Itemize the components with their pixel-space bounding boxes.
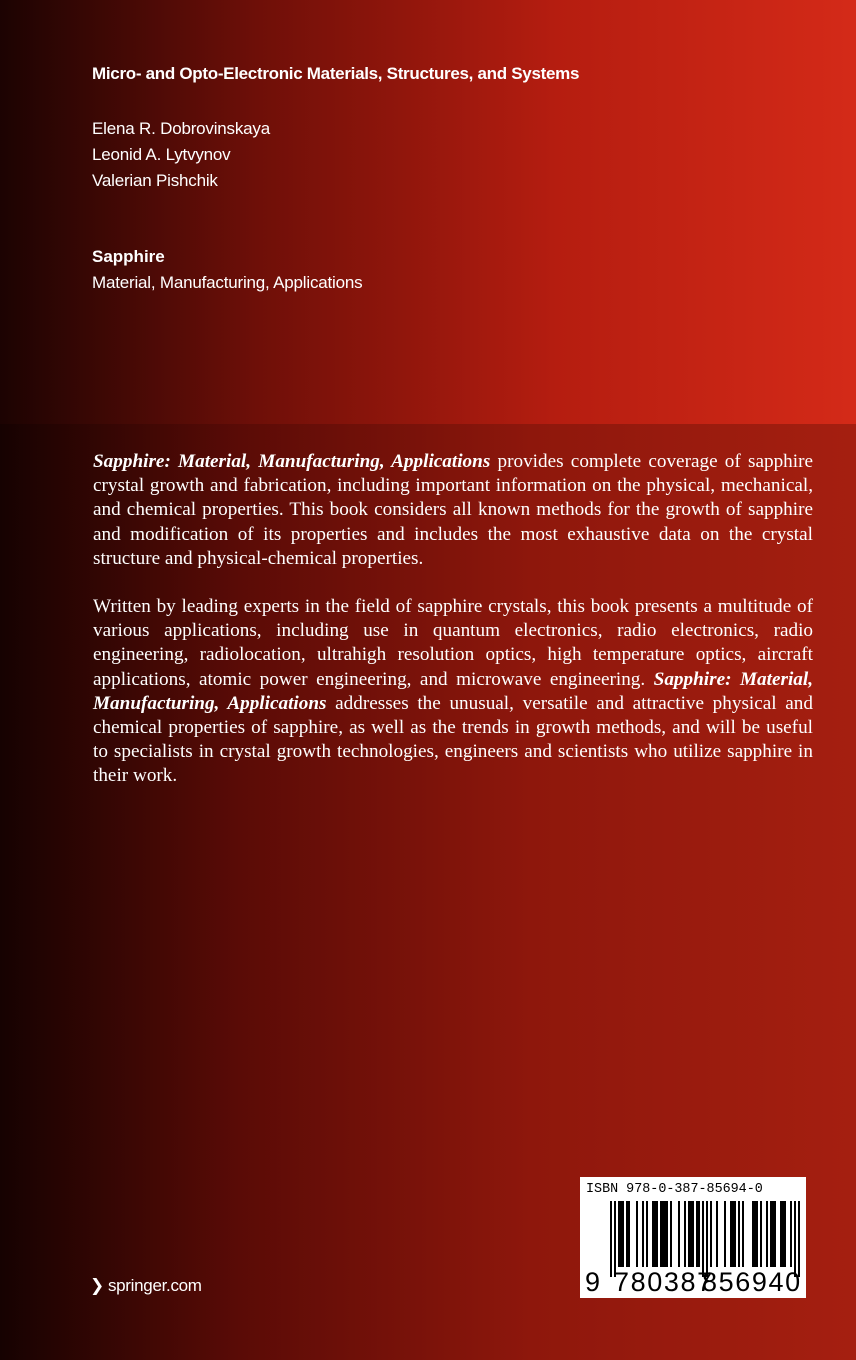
barcode-bar bbox=[790, 1201, 792, 1267]
barcode-bar bbox=[782, 1201, 784, 1267]
barcode-bar bbox=[696, 1201, 698, 1267]
barcode-bar bbox=[666, 1201, 668, 1267]
barcode-bar bbox=[760, 1201, 762, 1267]
barcode-bar bbox=[610, 1201, 612, 1277]
barcode-bar bbox=[618, 1201, 620, 1267]
barcode-bar bbox=[646, 1201, 648, 1267]
barcode-bar bbox=[770, 1201, 772, 1267]
barcode-bar bbox=[756, 1201, 758, 1267]
barcode-bar bbox=[798, 1201, 800, 1277]
barcode-bar bbox=[702, 1201, 704, 1277]
barcode-bar bbox=[622, 1201, 624, 1267]
blurb-text: Written by leading experts in the field of sapphire crystals, this book presents a multitude of various applications, including use in quantum electronics, radio electronics, radio engineering, radiolocation, ultrahigh resolution optics, high temperature optics, aircraft applications, atomic power engineering, and microwave engineering. bbox=[93, 596, 813, 690]
barcode-bar bbox=[784, 1201, 786, 1267]
barcode-bar bbox=[730, 1201, 732, 1267]
blurb-paragraph-1 bbox=[93, 450, 813, 571]
barcode-bar bbox=[738, 1201, 740, 1267]
barcode-digits bbox=[580, 1267, 806, 1295]
barcode-bar bbox=[706, 1201, 708, 1277]
barcode-left-digits: 780387 bbox=[614, 1267, 714, 1297]
blurb-text: provides complete coverage of sapphire crystal growth and fabrication, including important information on the physical, mechanical, and chemical properties. This book considers all known methods for the growth of sapphire and modification of its properties and includes the most exhaustive data on the crystal structure and physical-chemical properties. bbox=[93, 451, 813, 569]
barcode-bar bbox=[678, 1201, 680, 1267]
isbn-label: ISBN 978-0-387-85694-0 bbox=[586, 1182, 763, 1197]
blurb-paragraph-2 bbox=[93, 595, 813, 789]
barcode-bar bbox=[626, 1201, 628, 1267]
author-list bbox=[92, 116, 270, 194]
barcode-bar bbox=[754, 1201, 756, 1267]
blurb-book-title: Sapphire: Material, Manufacturing, Applications bbox=[93, 668, 813, 714]
author-name: Leonid A. Lytvynov bbox=[92, 145, 231, 164]
blurb-book-title: Sapphire: Material, Manufacturing, Applications bbox=[93, 451, 491, 472]
barcode-bar bbox=[688, 1201, 690, 1267]
barcode-bar bbox=[620, 1201, 622, 1267]
barcode-bar bbox=[752, 1201, 754, 1267]
barcode-bar bbox=[636, 1201, 638, 1267]
author-name: Elena R. Dobrovinskaya bbox=[92, 119, 270, 138]
barcode-bar bbox=[766, 1201, 768, 1267]
book-title: Sapphire bbox=[92, 247, 165, 266]
barcode-bar bbox=[710, 1201, 712, 1267]
barcode-bar bbox=[732, 1201, 734, 1267]
barcode-bar bbox=[742, 1201, 744, 1267]
barcode-bar bbox=[772, 1201, 774, 1267]
barcode-bar bbox=[670, 1201, 672, 1267]
barcode-bar bbox=[660, 1201, 662, 1267]
barcode-bar bbox=[716, 1201, 718, 1267]
barcode-bar bbox=[684, 1201, 686, 1267]
book-subtitle: Material, Manufacturing, Applications bbox=[92, 273, 363, 292]
publisher-url: springer.com bbox=[107, 1276, 202, 1295]
barcode-bar bbox=[774, 1201, 776, 1267]
barcode-bar bbox=[794, 1201, 796, 1277]
barcode-bar bbox=[780, 1201, 782, 1267]
barcode-bar bbox=[690, 1201, 692, 1267]
chevron-right-icon: ❯ bbox=[90, 1276, 104, 1295]
barcode-bar bbox=[724, 1201, 726, 1267]
barcode-first-digit: 9 bbox=[585, 1267, 601, 1297]
blurb-text: addresses the unusual, versatile and attractive physical and chemical properties of sapphire, as well as the trends in growth methods, and will be useful to specialists in crystal growth technologies, engineers and scientists who utilize sapphire in their work. bbox=[93, 692, 813, 787]
blurb bbox=[93, 450, 813, 789]
barcode-bar bbox=[664, 1201, 666, 1267]
barcode-bar bbox=[692, 1201, 694, 1267]
barcode-bar bbox=[614, 1201, 616, 1277]
barcode-right-digits: 856940 bbox=[702, 1267, 802, 1297]
barcode-bar bbox=[652, 1201, 654, 1267]
author-name: Valerian Pishchik bbox=[92, 171, 218, 190]
series-title: Micro- and Opto-Electronic Materials, Structures, and Systems bbox=[92, 64, 580, 83]
barcode-bar bbox=[628, 1201, 630, 1267]
isbn-barcode bbox=[580, 1177, 806, 1298]
barcode-bar bbox=[662, 1201, 664, 1267]
barcode-bar bbox=[656, 1201, 658, 1267]
barcode-bar bbox=[734, 1201, 736, 1267]
barcode-bar bbox=[642, 1201, 644, 1267]
publisher-link[interactable] bbox=[90, 1276, 202, 1296]
barcode-bar bbox=[654, 1201, 656, 1267]
barcode-bar bbox=[698, 1201, 700, 1267]
